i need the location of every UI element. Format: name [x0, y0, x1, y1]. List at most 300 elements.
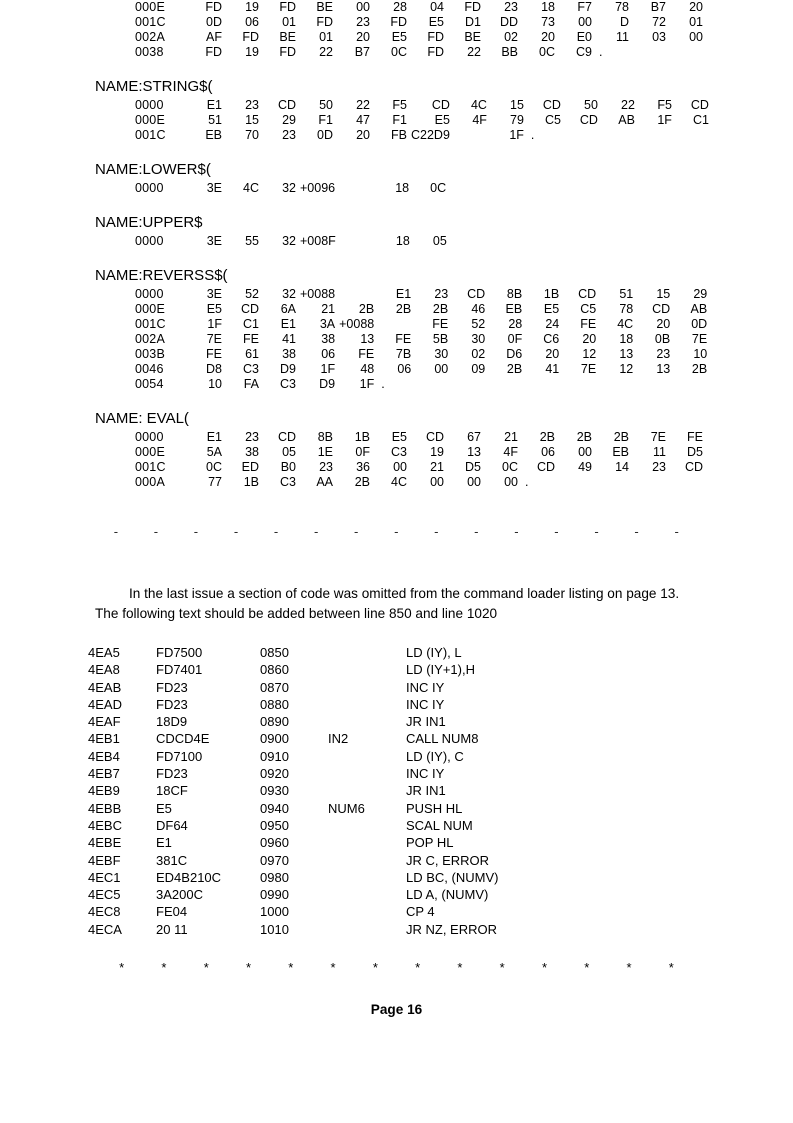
asm-mnemonic: LD BC, (NUMV): [406, 869, 499, 885]
asm-mnemonic: JR C, ERROR: [406, 852, 490, 868]
hex-rows-table: [135, 430, 707, 490]
hex-address: 000E: [135, 302, 165, 316]
dash-separator: - - - - - - - - - - - - - - -: [113, 524, 689, 539]
hex-byte: 13: [360, 332, 375, 346]
hex-byte: 10: [208, 377, 222, 391]
hex-byte: D5: [465, 460, 481, 474]
asm-row: [88, 696, 606, 713]
hex-row: [135, 317, 711, 332]
asm-address: 4EB7: [88, 766, 120, 782]
hex-byte: 49: [578, 460, 592, 474]
asm-row: [88, 713, 606, 730]
hex-byte: 2B: [576, 430, 592, 444]
hex-byte: FD: [390, 15, 407, 29]
hex-address: 0000: [135, 234, 164, 248]
hex-address: 001C: [135, 460, 166, 474]
hex-byte: F5: [657, 98, 672, 112]
hex-dump-section: [0, 392, 793, 490]
hex-byte: CD: [467, 287, 486, 301]
hex-byte: 23: [319, 460, 333, 474]
hex-address: 0054: [135, 377, 164, 391]
hex-byte: 2B: [691, 362, 708, 376]
asm-address: 4EB4: [88, 748, 120, 764]
hex-address: 003B: [135, 347, 165, 361]
hex-byte: 52: [245, 287, 259, 301]
hex-byte: E5: [206, 302, 222, 316]
hex-byte: 4C: [391, 475, 407, 489]
hex-byte: 21: [430, 460, 444, 474]
asm-label: [328, 679, 406, 696]
asm-row: [88, 800, 606, 817]
hex-byte: 1F: [359, 377, 375, 391]
asm-line-number: 0970: [260, 852, 289, 868]
asm-address: 4ECA: [88, 921, 122, 937]
hex-terminator: .: [525, 475, 529, 489]
hex-address: 001C: [135, 128, 166, 142]
star-separator: * * * * * * * * * * * * * *: [119, 960, 684, 976]
hex-byte: 30: [434, 347, 449, 361]
hex-byte: 32: [282, 287, 296, 301]
hex-byte: CD: [240, 302, 259, 316]
hex-byte: 11: [653, 445, 666, 459]
hex-byte: 70: [245, 128, 259, 142]
hex-byte: 48: [360, 362, 375, 376]
hex-byte: [339, 287, 378, 302]
hex-byte: 23: [245, 98, 259, 112]
hex-byte: D1: [465, 15, 481, 29]
hex-byte: 18: [541, 0, 555, 14]
hex-byte: 4F: [503, 445, 518, 459]
hex-byte: +008F: [300, 234, 336, 248]
asm-label: [328, 661, 406, 678]
asm-row: [88, 765, 606, 782]
hex-byte: 20: [356, 30, 370, 44]
asm-line-number: 0860: [260, 662, 289, 678]
asm-mnemonic: INC IY: [406, 766, 445, 782]
hex-byte: 1B: [243, 475, 259, 489]
asm-address: 4EBC: [88, 817, 122, 833]
hex-byte: 29: [693, 287, 708, 301]
hex-byte: 38: [321, 332, 336, 346]
asm-label: [328, 921, 406, 938]
asm-label: [328, 765, 406, 782]
hex-byte: 00: [578, 15, 592, 29]
hex-byte: 77: [208, 475, 222, 489]
asm-mnemonic: CP 4: [406, 904, 435, 920]
hex-byte: 11: [616, 30, 629, 44]
hex-byte: 05: [432, 234, 447, 248]
hex-byte: 78: [619, 302, 634, 316]
asm-label: [328, 748, 406, 765]
hex-byte: 00: [430, 475, 444, 489]
hex-address: 001C: [135, 15, 166, 29]
hex-dump-section: [0, 196, 793, 249]
hex-byte: 1F: [509, 128, 524, 142]
asm-line-number: 0990: [260, 887, 289, 903]
hex-byte: 19: [245, 0, 259, 14]
hex-row: [135, 0, 707, 15]
hex-byte: 5B: [432, 332, 449, 346]
asm-address: 4EBB: [88, 800, 122, 816]
hex-byte: AB: [618, 113, 635, 127]
hex-dump-section: [0, 0, 793, 60]
asm-line-number: 0890: [260, 714, 289, 730]
asm-row: [88, 782, 606, 799]
asm-line-number: 0910: [260, 748, 289, 764]
asm-bytes: 18D9: [156, 714, 188, 730]
hex-byte: 0C: [206, 460, 222, 474]
hex-byte: E5: [428, 15, 444, 29]
hex-byte: E0: [576, 30, 592, 44]
hex-byte: 46: [471, 302, 486, 316]
asm-label: [328, 869, 406, 886]
hex-rows-table: [135, 181, 450, 196]
hex-byte: 02: [504, 30, 518, 44]
hex-section-title: NAME:LOWER$(: [95, 161, 211, 178]
asm-bytes: E1: [156, 835, 172, 851]
hex-byte: 32: [282, 181, 296, 195]
hex-byte: 2B: [354, 475, 370, 489]
hex-byte: F5: [392, 98, 407, 112]
hex-byte: 23: [504, 0, 518, 14]
hex-byte: +0096: [300, 181, 336, 195]
hex-byte: EB: [612, 445, 629, 459]
hex-byte: 20: [582, 332, 597, 346]
hex-byte: 2B: [358, 302, 375, 316]
hex-byte: 13: [619, 347, 634, 361]
hex-byte: 47: [356, 113, 370, 127]
hex-byte: 18: [395, 181, 410, 195]
hex-byte: 7E: [580, 362, 597, 376]
assembly-listing-table: [88, 644, 606, 938]
hex-byte: C5: [580, 302, 597, 316]
hex-byte: BE: [279, 30, 296, 44]
hex-address: 001C: [135, 317, 166, 331]
asm-line-number: 1000: [260, 904, 289, 920]
hex-row: [135, 460, 707, 475]
hex-byte: E5: [434, 113, 450, 127]
asm-row: [88, 921, 606, 938]
hex-byte: 0F: [507, 332, 523, 346]
asm-mnemonic: JR IN1: [406, 714, 446, 730]
hex-row: [135, 287, 711, 302]
hex-byte: 00: [356, 0, 370, 14]
hex-address: 0038: [135, 45, 164, 59]
hex-byte: FE: [432, 317, 449, 331]
hex-byte: B7: [650, 0, 666, 14]
hex-byte: 0C: [539, 45, 555, 59]
hex-byte: FE: [358, 347, 375, 361]
hex-byte: 05: [282, 445, 296, 459]
hex-byte: C1: [692, 113, 709, 127]
hex-section-title: NAME: EVAL(: [95, 410, 189, 427]
asm-address: 4EAD: [88, 696, 122, 712]
hex-byte: C1: [243, 317, 259, 331]
hex-byte: 7E: [650, 430, 666, 444]
hex-byte: AB: [690, 302, 708, 316]
hex-row: [135, 362, 711, 377]
asm-bytes: FD23: [156, 679, 188, 695]
asm-row: [88, 852, 606, 869]
hex-byte: 20: [356, 128, 370, 142]
hex-byte: FE: [687, 430, 703, 444]
hex-byte: FD: [279, 0, 296, 14]
asm-line-number: 0850: [260, 645, 289, 660]
hex-byte: 19: [245, 45, 259, 59]
hex-byte: 22: [319, 45, 333, 59]
hex-byte: 0F: [355, 445, 370, 459]
hex-byte: C3: [280, 377, 296, 391]
hex-byte: 23: [245, 430, 259, 444]
asm-line-number: 0960: [260, 835, 289, 851]
hex-byte: 38: [245, 445, 259, 459]
asm-address: 4EAB: [88, 679, 122, 695]
hex-byte: 4F: [472, 113, 487, 127]
hex-byte: FE: [243, 332, 259, 346]
hex-byte: FE: [206, 347, 222, 361]
asm-address: 4EB9: [88, 783, 120, 799]
asm-bytes: 20 11: [156, 921, 188, 937]
hex-byte: 0C: [502, 460, 518, 474]
asm-mnemonic: INC IY: [406, 696, 445, 712]
hex-byte: 00: [504, 475, 518, 489]
hex-byte: 78: [615, 0, 629, 14]
asm-bytes: 3A200C: [156, 887, 203, 903]
asm-address: 4EA5: [88, 645, 120, 660]
hex-byte: 01: [319, 30, 333, 44]
hex-byte: EB: [505, 302, 523, 316]
hex-byte: CD: [652, 302, 671, 316]
hex-byte: 21: [504, 430, 518, 444]
section-gap: [0, 249, 793, 265]
hex-byte: BB: [501, 45, 518, 59]
asm-bytes: 381C: [156, 852, 188, 868]
hex-row: [135, 377, 711, 392]
page-number-footer: Page 16: [370, 1002, 423, 1018]
asm-address: 4EC8: [88, 904, 121, 920]
hex-byte: 18: [619, 332, 634, 346]
hex-row: [135, 128, 713, 143]
hex-byte: 20: [689, 0, 703, 14]
hex-byte: BE: [464, 30, 481, 44]
hex-row: [135, 30, 707, 45]
hex-byte: D: [619, 15, 629, 29]
asm-bytes: ED4B210C: [156, 869, 222, 885]
hex-byte: 24: [545, 317, 560, 331]
asm-mnemonic: CALL NUM8: [406, 731, 479, 747]
asm-line-number: 0920: [260, 766, 289, 782]
hex-row: [135, 332, 711, 347]
hex-terminator: .: [530, 128, 535, 142]
hex-byte: [454, 128, 491, 143]
asm-line-number: 0930: [260, 783, 289, 799]
hex-byte: 67: [467, 430, 481, 444]
hex-byte: 51: [208, 113, 222, 127]
asm-row: [88, 730, 606, 747]
hex-byte: 00: [689, 30, 703, 44]
hex-byte: 3E: [206, 181, 222, 195]
hex-byte: FB: [391, 128, 407, 142]
hex-address: 0000: [135, 287, 164, 301]
hex-rows-table: [135, 287, 711, 392]
hex-byte: FD: [316, 15, 333, 29]
asm-label: NUM6: [328, 800, 365, 816]
hex-byte: [339, 181, 376, 196]
hex-row: [135, 347, 711, 362]
hex-address: 0000: [135, 430, 164, 444]
asm-label: [328, 817, 406, 834]
hex-byte: 0D: [206, 15, 222, 29]
hex-byte: 41: [545, 362, 560, 376]
hex-byte: FA: [243, 377, 259, 391]
hex-byte: 06: [397, 362, 412, 376]
asm-bytes: FD7401: [156, 662, 203, 678]
hex-byte: 19: [430, 445, 444, 459]
hex-byte: FE: [580, 317, 597, 331]
hex-byte: CD: [542, 98, 561, 112]
asm-address: 4EBF: [88, 852, 121, 868]
hex-byte: 0D: [317, 128, 333, 142]
hex-byte: 01: [689, 15, 703, 29]
hex-row: [135, 234, 451, 249]
hex-byte: E1: [206, 430, 222, 444]
asm-row: [88, 661, 606, 678]
hex-byte: 79: [510, 113, 524, 127]
hex-byte: CD: [425, 430, 444, 444]
hex-byte: 22: [621, 98, 635, 112]
paragraph-line-2: on page 13. The following text should be added between line 850 and line 1020: [95, 586, 680, 621]
hex-byte: 4C: [617, 317, 634, 331]
hex-byte: 14: [615, 460, 629, 474]
hex-byte: 6A: [280, 302, 296, 316]
hex-byte: ED: [241, 460, 259, 474]
hex-byte: CD: [277, 430, 296, 444]
hex-byte: 32: [282, 234, 296, 248]
hex-byte: 13: [467, 445, 481, 459]
hex-byte: CD: [277, 98, 296, 112]
hex-byte: 29: [282, 113, 296, 127]
hex-byte: 23: [356, 15, 370, 29]
asm-line-number: 0880: [260, 696, 289, 712]
hex-section-title: NAME:UPPER$: [95, 214, 203, 231]
hex-byte: F1: [392, 113, 407, 127]
asm-mnemonic: JR IN1: [406, 783, 446, 799]
hex-byte: FD: [242, 30, 259, 44]
hex-byte: 0C: [391, 45, 407, 59]
hex-row: [135, 445, 707, 460]
hex-byte: 22: [356, 98, 370, 112]
asm-label: [328, 886, 406, 903]
hex-byte: +0088: [339, 317, 375, 331]
hex-byte: 3E: [206, 234, 222, 248]
hex-byte: 00: [467, 475, 481, 489]
asm-mnemonic: LD (IY+1),H: [406, 662, 475, 678]
asm-mnemonic: LD (IY), L: [406, 645, 462, 660]
hex-byte: 02: [471, 347, 486, 361]
hex-byte: C6: [543, 332, 560, 346]
hex-byte: FD: [205, 0, 222, 14]
asm-mnemonic: POP HL: [406, 835, 454, 851]
hex-byte: 21: [321, 302, 336, 316]
hex-row: [135, 181, 450, 196]
hex-byte: 23: [652, 460, 666, 474]
asm-row: [88, 817, 606, 834]
hex-byte: FD: [279, 45, 296, 59]
hex-byte: 12: [582, 347, 597, 361]
hex-row: [135, 430, 707, 445]
hex-byte: 2B: [395, 302, 412, 316]
asm-mnemonic: INC IY: [406, 679, 445, 695]
asm-bytes: FD23: [156, 696, 188, 712]
hex-byte: FD: [464, 0, 481, 14]
hex-byte: 1F: [320, 362, 336, 376]
hex-byte: 41: [282, 332, 296, 346]
hex-byte: 1B: [354, 430, 370, 444]
asm-mnemonic: JR NZ, ERROR: [406, 921, 497, 937]
asm-mnemonic: LD A, (NUMV): [406, 887, 489, 903]
hex-byte: 61: [245, 347, 259, 361]
hex-terminator: .: [381, 377, 385, 391]
hex-byte: 09: [471, 362, 486, 376]
hex-byte: 72: [652, 15, 666, 29]
hex-byte: 13: [656, 362, 671, 376]
hex-byte: 06: [321, 347, 336, 361]
section-gap: [0, 60, 793, 76]
hex-byte: D9: [280, 362, 296, 376]
asm-line-number: 0940: [260, 800, 289, 816]
hex-byte: C5: [544, 113, 561, 127]
hex-byte: 15: [656, 287, 671, 301]
hex-byte: 00: [393, 460, 407, 474]
hex-byte: 00: [578, 445, 592, 459]
hex-byte: CD: [690, 98, 709, 112]
hex-terminator: .: [599, 45, 603, 59]
hex-byte: F1: [318, 113, 333, 127]
hex-byte: 23: [434, 287, 449, 301]
asm-row: [88, 834, 606, 851]
hex-byte: C9: [576, 45, 592, 59]
hex-row: [135, 113, 713, 128]
hex-row: [135, 45, 707, 60]
asm-line-number: 1010: [260, 921, 289, 937]
hex-byte: 7E: [206, 332, 222, 346]
asm-row: [88, 903, 606, 920]
asm-line-number: 0870: [260, 679, 289, 695]
asm-address: 4EBE: [88, 835, 122, 851]
hex-byte: 0D: [691, 317, 708, 331]
hex-dump-container: [0, 0, 793, 490]
asm-label: [328, 834, 406, 851]
hex-byte: D8: [206, 362, 222, 376]
hex-byte: CD: [579, 113, 598, 127]
hex-address: 0000: [135, 98, 164, 112]
hex-byte: 1E: [317, 445, 333, 459]
hex-byte: 15: [245, 113, 259, 127]
hex-address: 000E: [135, 0, 165, 14]
hex-byte: B0: [280, 460, 296, 474]
hex-address: 0046: [135, 362, 164, 376]
hex-address: 000E: [135, 113, 165, 127]
hex-address: 002A: [135, 332, 165, 346]
hex-byte: 4C: [470, 98, 487, 112]
hex-dump-section: [0, 249, 793, 392]
asm-mnemonic: LD (IY), C: [406, 748, 464, 764]
hex-address: 000E: [135, 445, 165, 459]
asm-row: [88, 886, 606, 903]
hex-dump-section: [0, 60, 793, 143]
asm-label: [328, 644, 406, 661]
hex-byte: 03: [652, 30, 666, 44]
